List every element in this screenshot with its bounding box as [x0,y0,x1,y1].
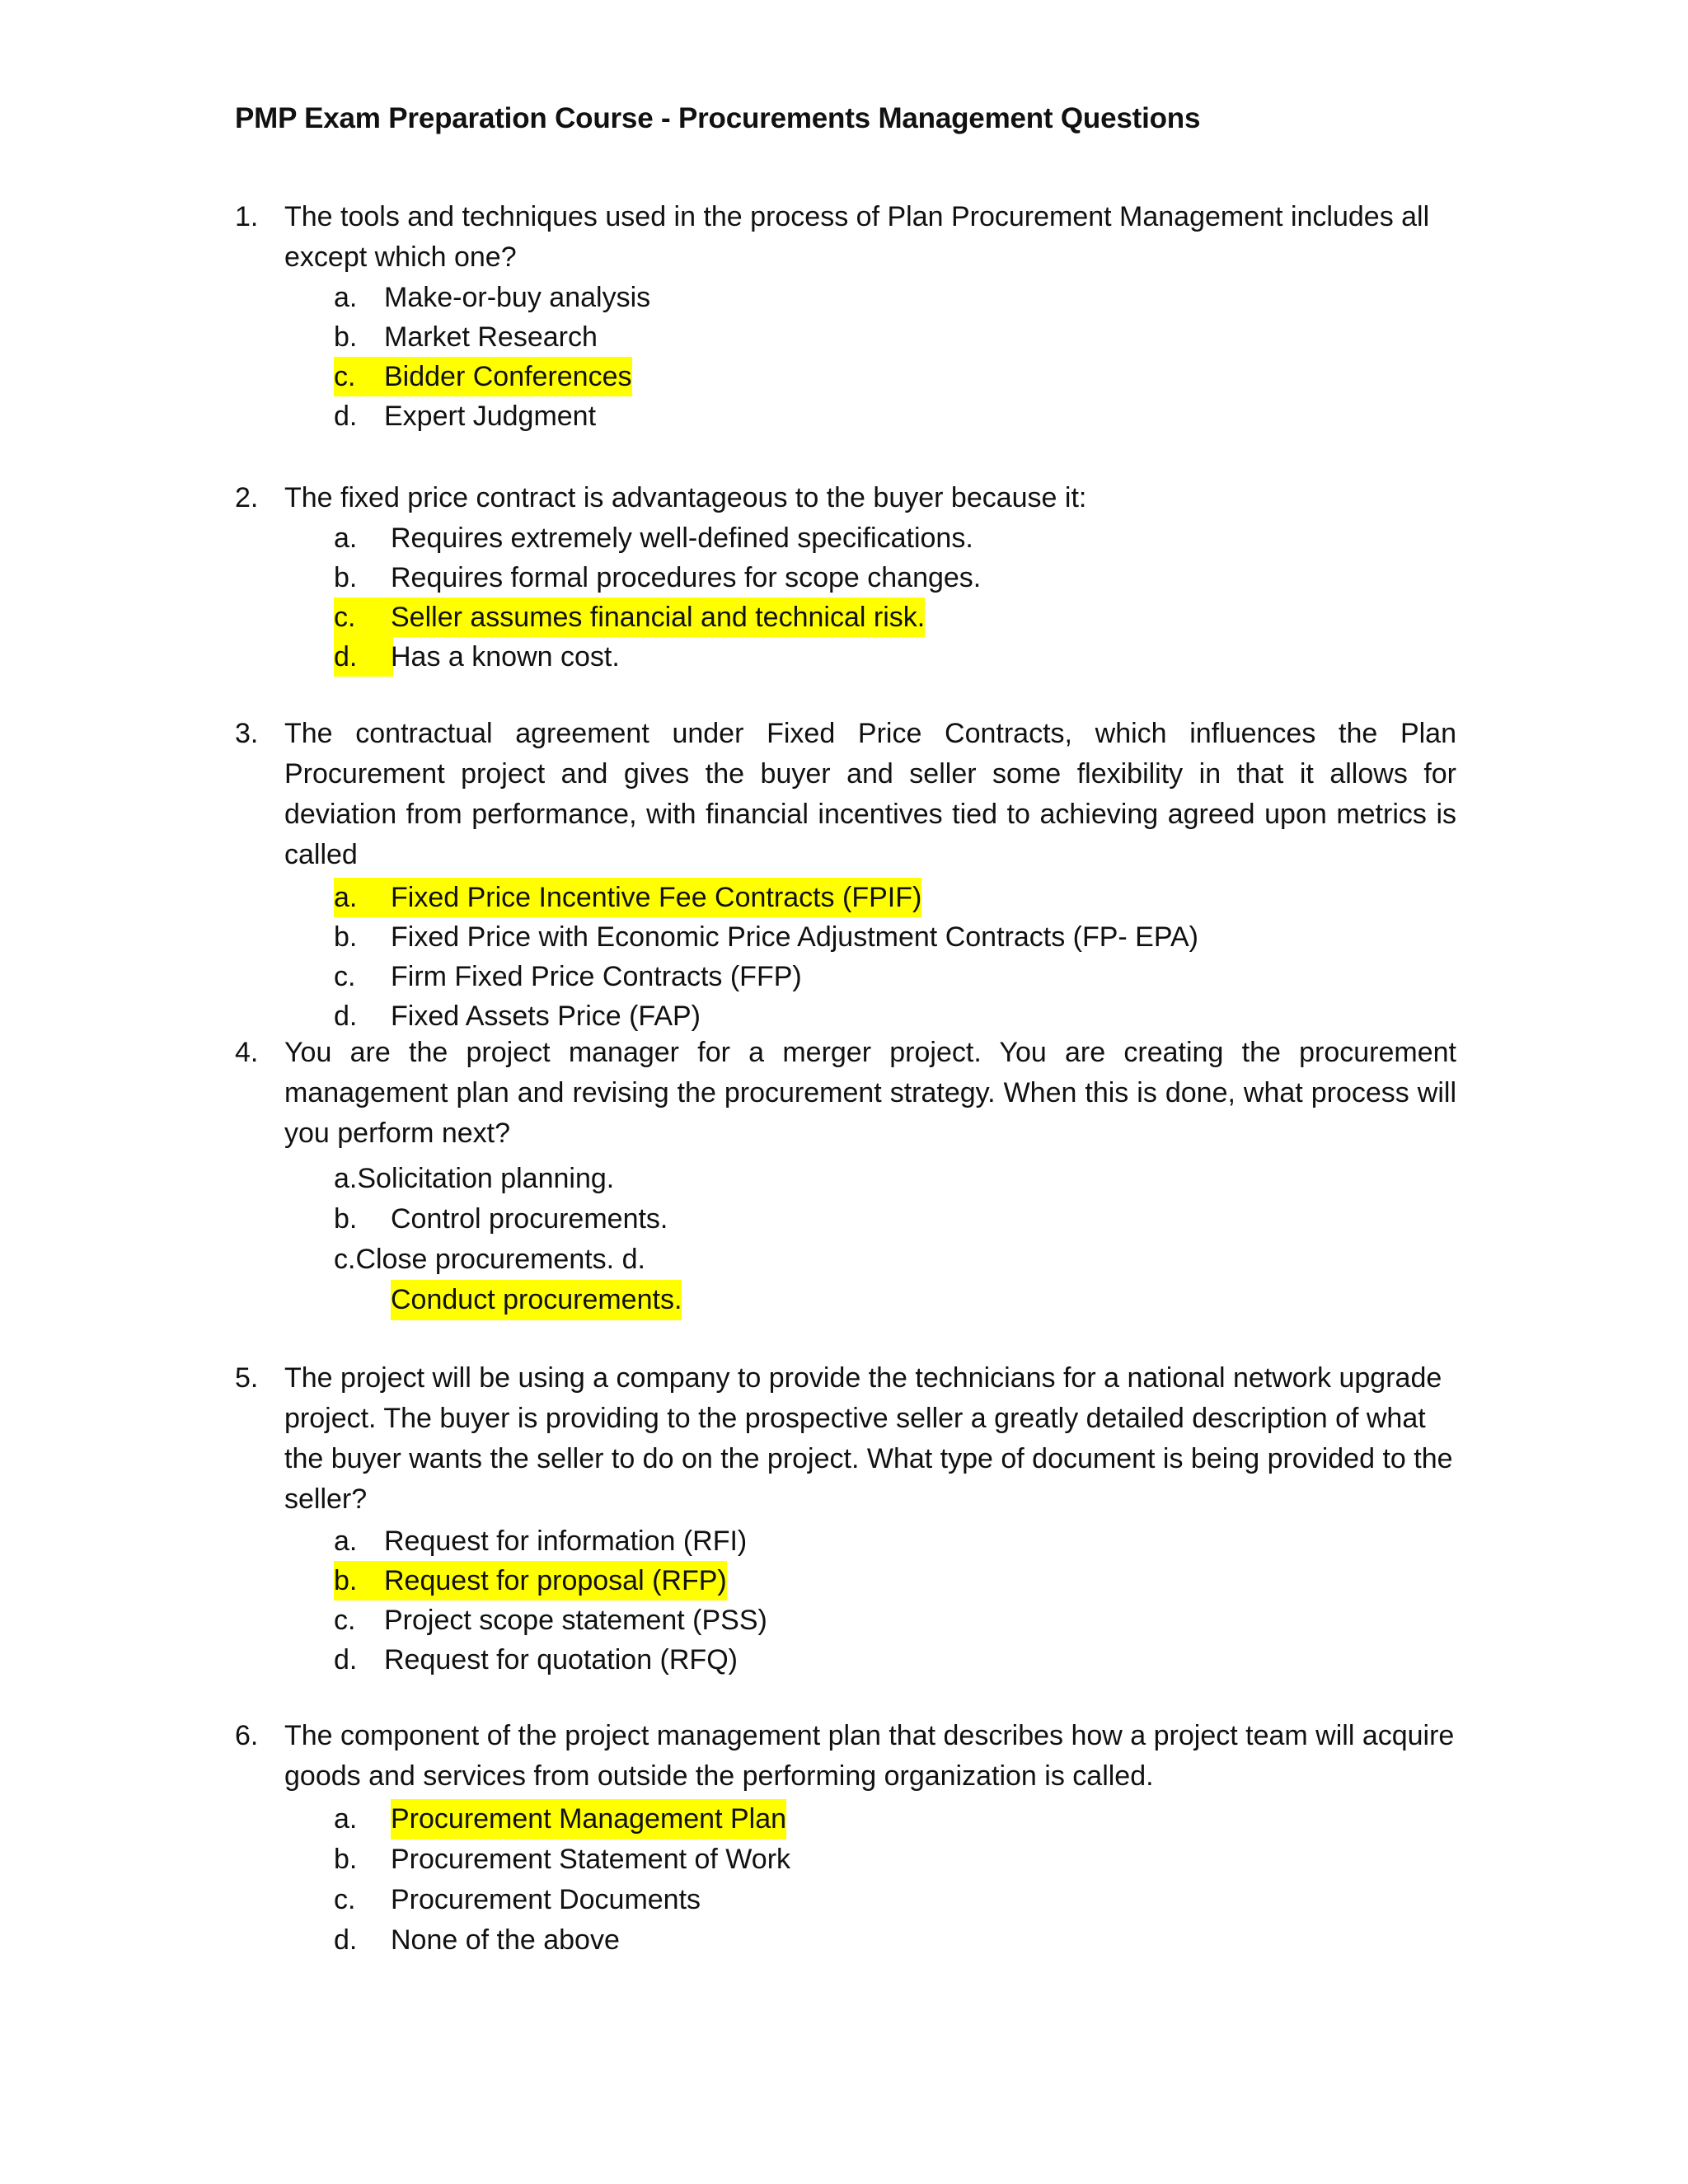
option-text: Expert Judgment [384,401,597,432]
option-a-highlighted [235,1799,1456,1840]
option-letter: b. [334,321,358,353]
question-text: The fixed price contract is advantageous to the buyer because it: [284,482,1087,513]
option-letter: a. [334,1526,358,1557]
question-number: 6. [235,1720,259,1751]
option-letter: c. [334,1605,356,1636]
option-letter: c. [334,598,392,637]
option-list [235,1799,1456,1961]
option-letter: b. [334,1844,358,1875]
question-1 [235,197,1456,436]
option-a [235,278,1456,317]
option-text: a.Solicitation planning. [334,1163,615,1194]
option-list [235,1521,1456,1680]
question-text: You are the project manager for a merger project. You are creating the procurement management plan and revising the procurement strategy. When this is done, what process will you perform next? [284,1037,1456,1149]
option-text: Request for quotation (RFQ) [384,1644,738,1675]
option-text: Firm Fixed Price Contracts (FFP) [391,961,802,992]
option-c [235,957,1456,996]
option-letter: b. [334,562,358,593]
option-c-highlighted [235,598,1456,637]
question-text: The tools and techniques used in the process of Plan Procurement Management includes all except which one? [284,201,1430,273]
option-a-highlighted [235,878,1456,917]
option-letter: d. [334,637,393,677]
option-list [235,518,1456,677]
option-text: Make-or-buy analysis [384,282,651,313]
option-text: Has a known cost. [391,641,620,673]
option-letter: a. [334,523,358,554]
option-letter: c. [334,1884,356,1915]
option-text: Requires extremely well-defined specifications. [391,523,973,554]
option-text: c.Close procurements. d. [334,1244,645,1275]
option-letter: d. [334,401,358,432]
page-title: PMP Exam Preparation Course - Procurements Management Questions [235,102,1201,134]
option-a [235,1521,1456,1561]
option-list [235,278,1456,436]
question-2 [235,478,1456,677]
option-list [235,878,1456,1036]
question-number: 3. [235,718,259,749]
option-a [235,518,1456,558]
option-letter: a. [334,1803,358,1835]
option-letter: a. [334,878,393,917]
option-b-highlighted [235,1561,1456,1601]
option-text: Procurement Statement of Work [391,1844,791,1875]
option-b [235,558,1456,598]
option-text: Market Research [384,321,598,353]
option-text: Procurement Documents [391,1884,701,1915]
option-b [235,1840,1456,1880]
option-a [235,1159,1456,1199]
option-letter: a. [334,282,358,313]
option-c [235,1601,1456,1640]
option-b [235,1199,1456,1240]
option-d [235,1640,1456,1680]
option-text: Fixed Assets Price (FAP) [391,1001,701,1032]
option-text: Fixed Price with Economic Price Adjustment Contracts (FP- EPA) [391,921,1199,953]
option-text: Bidder Conferences [384,357,632,396]
option-d [235,996,1456,1036]
option-letter: d. [334,1924,358,1956]
option-c [235,1880,1456,1920]
option-letter: d. [334,1644,358,1675]
question-number: 4. [235,1037,259,1068]
question-number: 1. [235,201,259,232]
option-letter: c. [334,961,356,992]
question-number: 5. [235,1362,259,1394]
option-letter: b. [334,1203,358,1235]
option-d-highlighted [235,1280,1456,1320]
question-6 [235,1716,1456,1961]
option-text: Conduct procurements. [391,1280,682,1320]
option-text: Project scope statement (PSS) [384,1605,767,1636]
option-d [235,396,1456,436]
option-text: Requires formal procedures for scope changes. [391,562,982,593]
question-text: The project will be using a company to provide the technicians for a national network upgrade project. The buyer is providing to the prospective seller a greatly detailed description of what the buyer wants the seller to do on the project. What type of document is being provided to the seller? [284,1362,1453,1515]
option-text: Seller assumes financial and technical risk. [391,598,925,637]
option-letter: c. [334,357,384,396]
option-b [235,317,1456,357]
option-c [235,1240,1456,1280]
option-letter: b. [334,1561,386,1601]
question-3 [235,714,1456,1036]
option-c-highlighted [235,357,1456,396]
option-text: None of the above [391,1924,620,1956]
option-list [235,1159,1456,1320]
question-text: The component of the project management plan that describes how a project team will acquire goods and services from outside the performing organization is called. [284,1720,1455,1792]
option-text: Procurement Management Plan [391,1799,786,1840]
option-text: Fixed Price Incentive Fee Contracts (FPIF) [391,878,921,917]
question-4 [235,1033,1456,1320]
question-text: The contractual agreement under Fixed Price Contracts, which influences the Plan Procurement project and gives the buyer and seller some flexibility in that it allows for deviation from performance, with financial incentives tied to achieving agreed upon metrics is called [284,718,1456,870]
option-letter: b. [334,921,358,953]
option-text: Control procurements. [391,1203,668,1235]
question-5 [235,1358,1456,1680]
question-number: 2. [235,482,259,513]
option-letter: d. [334,1001,358,1032]
option-d [235,637,1456,677]
option-b [235,917,1456,957]
option-text: Request for proposal (RFP) [384,1561,727,1601]
option-text: Request for information (RFI) [384,1526,748,1557]
option-d [235,1920,1456,1961]
